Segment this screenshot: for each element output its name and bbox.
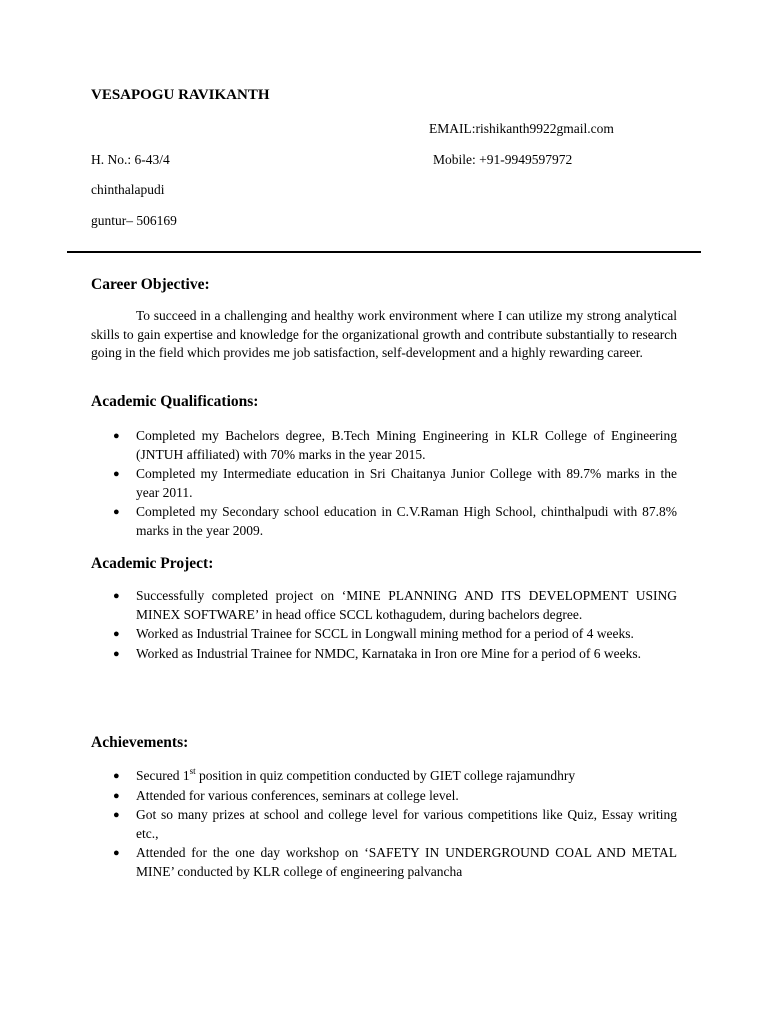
town-line: chinthalapudi — [91, 182, 165, 197]
city-line: guntur– 506169 — [91, 213, 177, 228]
list-item: ● Successfully completed project on ‘MINE PLANNING AND ITS DEVELOPMENT USING MINEX SOFTWARE’ in head office SCCL kothagudem, during bachelors degree. — [113, 588, 677, 622]
list-item: ● Secured 1st position in quiz competition conducted by GIET college rajamundhry — [91, 767, 677, 786]
bullet-icon: ● — [113, 468, 120, 480]
academic-qualifications-heading: Academic Qualifications: — [91, 393, 259, 410]
bullet-icon: ● — [113, 809, 120, 821]
bullet-icon: ● — [113, 770, 120, 782]
list-item: ● Completed my Bachelors degree, B.Tech Mining Engineering in KLR College of Engineering (JNTUH affiliated) with 70% marks in the year 2015. — [113, 428, 677, 462]
list-item: ● Got so many prizes at school and college level for various competitions like Quiz, Essay writing etc., — [113, 807, 677, 841]
bullet-icon: ● — [113, 506, 120, 518]
bullet-icon: ● — [113, 647, 120, 660]
career-objective-text: To succeed in a challenging and healthy work environment where I can utilize my strong analytical skills to gain expertise and knowledge for the organizational growth and contribute substantially to research going in the field which provides me job satisfaction, self-development and a highly rewarding career. — [91, 308, 677, 360]
bullet-icon: ● — [113, 628, 120, 640]
list-item: ● Completed my Secondary school education in C.V.Raman High School, chinthalpudi with 87.8% marks in the year 2009. — [113, 504, 677, 538]
bullet-icon: ● — [113, 847, 120, 859]
career-objective-heading: Career Objective: — [91, 276, 210, 293]
mobile-line: Mobile: +91-9949597972 — [433, 152, 573, 167]
list-item: ● Attended for the one day workshop on ‘SAFETY IN UNDERGROUND COAL AND METAL MINE’ conducted by KLR college of engineering palvancha — [113, 845, 677, 879]
achievements-heading: Achievements: — [91, 734, 189, 751]
header-divider — [67, 251, 701, 253]
academic-project-list — [91, 587, 677, 664]
list-item: ● Attended for various conferences, seminars at college level. — [91, 787, 677, 806]
list-item: ● Completed my Intermediate education in Sri Chaitanya Junior College with 89.7% marks in the year 2011. — [113, 466, 677, 500]
house-number: H. No.: 6-43/4 — [91, 152, 170, 167]
list-item: ● Worked as Industrial Trainee for SCCL in Longwall mining method for a period of 4 weeks. — [91, 625, 677, 644]
bullet-icon: ● — [113, 590, 120, 602]
academic-qualifications-list — [91, 427, 677, 541]
achievements-list — [91, 767, 677, 882]
academic-project-heading: Academic Project: — [91, 555, 214, 572]
bullet-icon: ● — [113, 430, 120, 442]
list-item: ● Worked as Industrial Trainee for NMDC, Karnataka in Iron ore Mine for a period of 6 weeks. — [91, 645, 677, 664]
bullet-icon: ● — [113, 789, 120, 802]
email-line: EMAIL:rishikanth9922gmail.com — [429, 121, 614, 136]
candidate-name: VESAPOGU RAVIKANTH — [91, 87, 270, 103]
